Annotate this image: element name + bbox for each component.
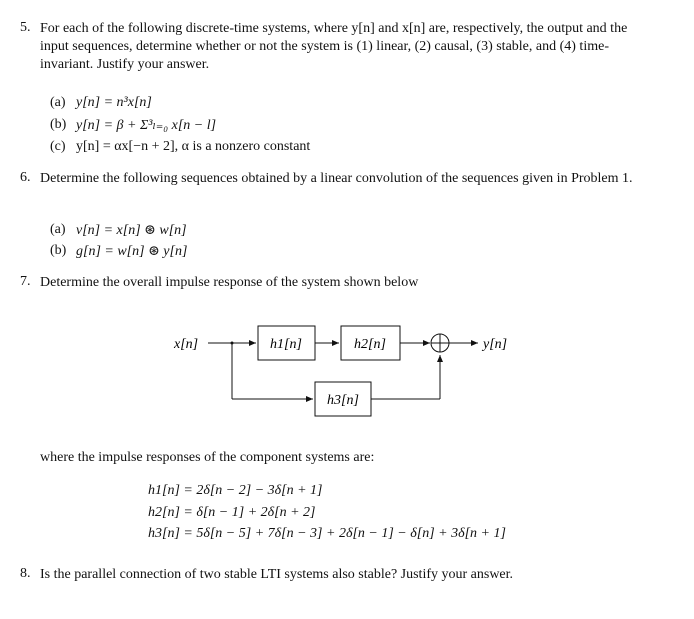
problem-5b-label: (b) [50, 117, 67, 132]
problem-6-text: Determine the following sequences obtained by a linear convolution of the sequences given in Problem 1. [40, 171, 633, 186]
problem-5a-label: (a) [50, 95, 66, 110]
block-h2-label: h2[n] [354, 337, 386, 352]
problem-5-text: For each of the following discrete-time systems, where y[n] and x[n] are, respectively, the output and the input sequences, determine whether or not the system is (1) linear, (2) causal, (3) stable, and (4) time-invariant. Justify your answer. [40, 21, 628, 72]
problem-7-number: 7. [20, 274, 31, 289]
problem-6b-expr: g[n] = w[n] ⊛ y[n] [76, 244, 188, 259]
equation-h2: h2[n] = δ[n − 1] + 2δ[n + 2] [148, 505, 316, 520]
diagram-input-label: x[n] [174, 337, 199, 352]
equation-h3: h3[n] = 5δ[n − 5] + 7δ[n − 3] + 2δ[n − 1] − δ[n] + 3δ[n + 1] [148, 526, 506, 541]
problem-5a-expr: y[n] = n³x[n] [76, 95, 152, 110]
block-h1-label: h1[n] [270, 337, 302, 352]
problem-6a-expr: v[n] = x[n] ⊛ w[n] [76, 223, 187, 238]
problem-5b-expr: y[n] = β + Σ³ₗ₌₀ x[n − l] [76, 118, 217, 133]
block-h3-label: h3[n] [327, 393, 359, 408]
problem-5c-expr: y[n] = αx[−n + 2], α is a nonzero constant [76, 139, 311, 154]
problem-5c-label: (c) [50, 139, 66, 154]
problem-6a-label: (a) [50, 222, 66, 237]
equation-h1: h1[n] = 2δ[n − 2] − 3δ[n + 1] [148, 483, 323, 498]
problem-8-text: Is the parallel connection of two stable LTI systems also stable? Justify your answer. [40, 567, 514, 582]
block-diagram [0, 300, 694, 440]
problem-6b-label: (b) [50, 243, 67, 258]
problem-7-text: Determine the overall impulse response of the system shown below [40, 275, 419, 290]
problem-5-number: 5. [20, 20, 31, 35]
problem-6-number: 6. [20, 170, 31, 185]
problem-8-number: 8. [20, 566, 31, 581]
diagram-output-label: y[n] [483, 337, 508, 352]
problem-7-where-text: where the impulse responses of the component systems are: [40, 450, 375, 465]
